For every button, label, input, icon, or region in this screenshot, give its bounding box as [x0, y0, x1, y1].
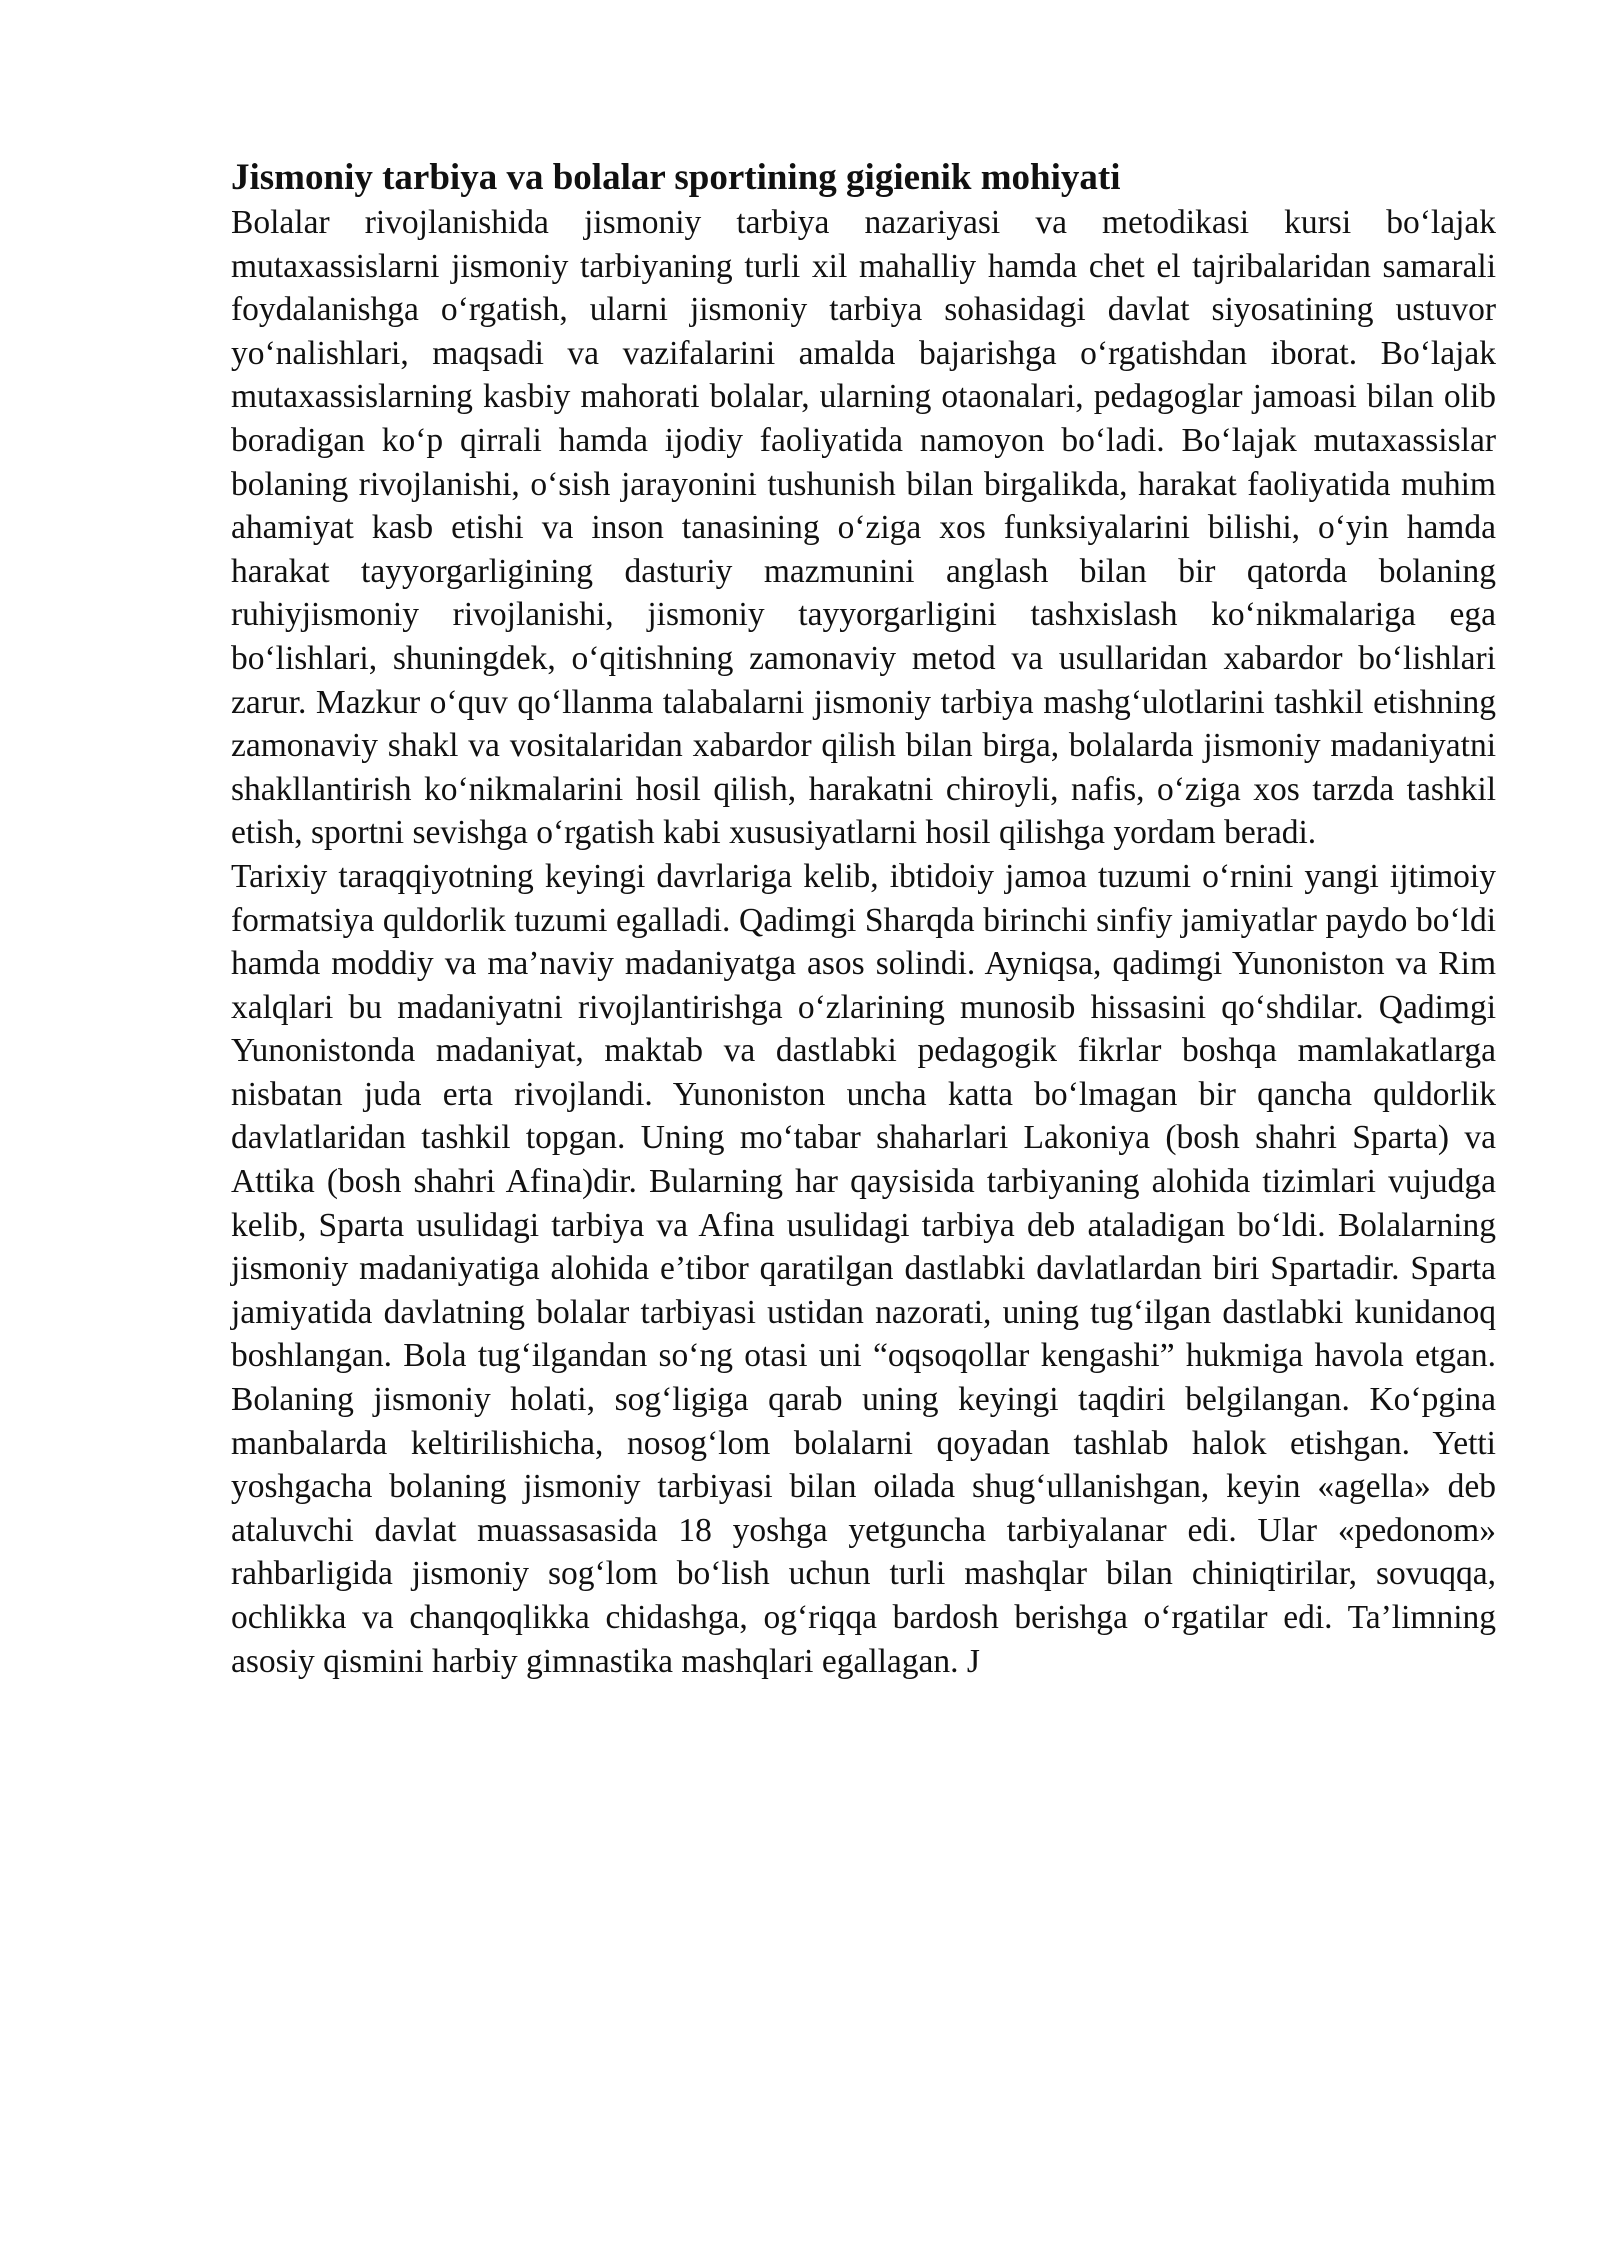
- paragraph: Tarixiy taraqqiyotning keyingi davrlariga kelib, ibtidoiy jamoa tuzumi o‘rnini yangi ijtimoiy formatsiya quldorlik tuzumi egalladi. Qadimgi Sharqda birinchi sinfiy jamiyatlar paydo bo‘ldi hamda moddiy va ma’naviy madaniyatga asos solindi. Ayniqsa, qadimgi Yunoniston va Rim xalqlari bu madaniyatni rivojlantirishga o‘zlarining munosib hissasini qo‘shdilar. Qadimgi Yunonistonda madaniyat, maktab va dastlabki pedagogik fikrlar boshqa mamlakatlarga nisbatan juda erta rivojlandi. Yunoniston uncha katta bo‘lmagan bir qancha quldorlik davlatlaridan tashkil topgan. Uning mo‘tabar shaharlari Lakoniya (bosh shahri Sparta) va Attika (bosh shahri Afina)dir. Bularning har qaysisida tarbiyaning alohida tizimlari vujudga kelib, Sparta usulidagi tarbiya va Afina usulidagi tarbiya deb ataladigan bo‘ldi. Bolalarning jismoniy madaniyatiga alohida e’tibor qaratilgan dastlabki davlatlardan biri Spartadir. Sparta jamiyatida davlatning bolalar tarbiyasi ustidan nazorati, uning tug‘ilgan dastlabki kunidanoq boshlangan. Bola tug‘ilgandan so‘ng otasi uni “oqsoqollar kengashi” hukmiga havola etgan. Bolaning jismoniy holati, sog‘ligiga qarab uning keyingi taqdiri belgilangan. Ko‘pgina manbalarda keltirilishicha, nosog‘lom bolalarni qoyadan tashlab halok etishgan. Yetti yoshgacha bolaning jismoniy tarbiyasi bilan oilada shug‘ullanishgan, keyin «agella» deb ataluvchi davlat muassasasida 18 yoshga yetguncha tarbiyalanar edi. Ular «pedonom» rahbarligida jismoniy sog‘lom bo‘lish uchun turli mashqlar bilan chiniqtirilar, sovuqqa, ochlikka va chanqoqlikka chidashga, og‘riqqa bardosh berishga o‘rgatilar edi. Ta’limning asosiy qismini harbiy gimnastika mashqlari egallagan. J: [231, 857, 1496, 1680]
- paragraph: Bolalar rivojlanishida jismoniy tarbiya nazariyasi va metodikasi kursi bo‘lajak mutaxassislarni jismoniy tarbiyaning turli xil mahalliy hamda chet el tajribalaridan samarali foydalanishga o‘rgatish, ularni jismoniy tarbiya sohasidagi davlat siyosatining ustuvor yo‘nalishlari, maqsadi va vazifalarini amalda bajarishga o‘rgatishdan iborat. Bo‘lajak mutaxassislarning kasbiy mahorati bolalar, ularning otaonalari, pedagoglar jamoasi bilan olib boradigan ko‘p qirrali hamda ijodiy faoliyatida namoyon bo‘ladi. Bo‘lajak mutaxassislar bolaning rivojlanishi, o‘sish jarayonini tushunish bilan birgalikda, harakat faoliyatida muhim ahamiyat kasb etishi va inson tanasining o‘ziga xos funksiyalarini bilishi, o‘yin hamda harakat tayyorgarligining dasturiy mazmunini anglash bilan bir qatorda bolaning ruhiyjismoniy rivojlanishi, jismoniy tayyorgarligini tashxislash ko‘nikmalariga ega bo‘lishlari, shuningdek, o‘qitishning zamonaviy metod va usullaridan xabardor bo‘lishlari zarur. Mazkur o‘quv qo‘llanma talabalarni jismoniy tarbiya mashg‘ulotlarini tashkil etishning zamonaviy shakl va vositalaridan xabardor qilish bilan birga, bolalarda jismoniy madaniyatni shakllantirish ko‘nikmalarini hosil qilish, harakatni chiroyli, nafis, o‘ziga xos tarzda tashkil etish, sportni sevishga o‘rgatish kabi xususiyatlarni hosil qilishga yordam beradi.: [231, 204, 1496, 852]
- document-body: [231, 155, 1496, 1683]
- document-title: Jismoniy tarbiya va bolalar sportining gigienik mohiyati: [231, 157, 1121, 198]
